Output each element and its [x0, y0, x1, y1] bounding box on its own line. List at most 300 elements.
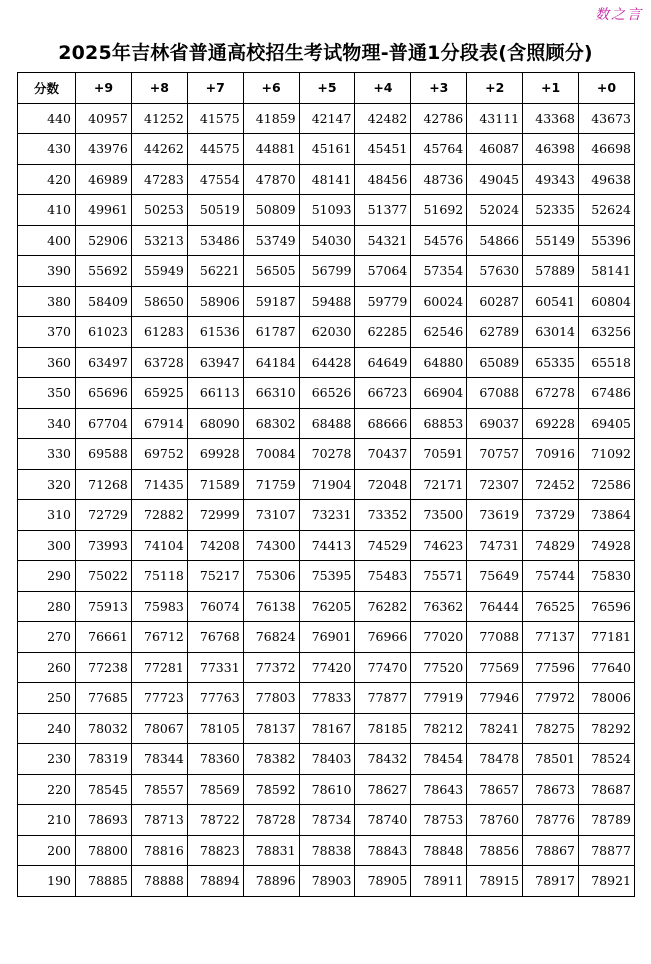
- cumulative-count-cell: 65696: [76, 378, 132, 409]
- cumulative-count-cell: 64184: [243, 347, 299, 378]
- table-row: [18, 408, 635, 439]
- cumulative-count-cell: 74413: [299, 530, 355, 561]
- cumulative-count-cell: 40957: [76, 103, 132, 134]
- cumulative-count-cell: 61536: [187, 317, 243, 348]
- cumulative-count-cell: 46989: [76, 164, 132, 195]
- cumulative-count-cell: 77088: [467, 622, 523, 653]
- cumulative-count-cell: 50519: [187, 195, 243, 226]
- table-row: [18, 561, 635, 592]
- cumulative-count-cell: 56505: [243, 256, 299, 287]
- score-cell: 420: [18, 164, 76, 195]
- cumulative-count-cell: 75744: [523, 561, 579, 592]
- cumulative-count-cell: 77596: [523, 652, 579, 683]
- cumulative-count-cell: 78740: [355, 805, 411, 836]
- cumulative-count-cell: 77946: [467, 683, 523, 714]
- cumulative-count-cell: 78823: [187, 835, 243, 866]
- score-cell: 430: [18, 134, 76, 165]
- cumulative-count-cell: 56799: [299, 256, 355, 287]
- cumulative-count-cell: 78888: [131, 866, 187, 897]
- cumulative-count-cell: 73864: [579, 500, 635, 531]
- cumulative-count-cell: 78838: [299, 835, 355, 866]
- cumulative-count-cell: 58409: [76, 286, 132, 317]
- cumulative-count-cell: 62285: [355, 317, 411, 348]
- score-cell: 380: [18, 286, 76, 317]
- cumulative-count-cell: 78789: [579, 805, 635, 836]
- cumulative-count-cell: 77238: [76, 652, 132, 683]
- cumulative-count-cell: 78067: [131, 713, 187, 744]
- cumulative-count-cell: 78432: [355, 744, 411, 775]
- cumulative-count-cell: 78275: [523, 713, 579, 744]
- score-cell: 220: [18, 774, 76, 805]
- cumulative-count-cell: 78592: [243, 774, 299, 805]
- cumulative-count-cell: 78185: [355, 713, 411, 744]
- cumulative-count-cell: 67486: [579, 378, 635, 409]
- cumulative-count-cell: 57354: [411, 256, 467, 287]
- cumulative-count-cell: 78800: [76, 835, 132, 866]
- score-cell: 210: [18, 805, 76, 836]
- cumulative-count-cell: 53749: [243, 225, 299, 256]
- cumulative-count-cell: 72452: [523, 469, 579, 500]
- cumulative-count-cell: 78905: [355, 866, 411, 897]
- score-distribution-table: [17, 72, 635, 897]
- cumulative-count-cell: 54576: [411, 225, 467, 256]
- header-offset: +0: [579, 73, 635, 104]
- cumulative-count-cell: 67914: [131, 408, 187, 439]
- cumulative-count-cell: 66904: [411, 378, 467, 409]
- table-row: [18, 103, 635, 134]
- score-cell: 280: [18, 591, 76, 622]
- cumulative-count-cell: 71435: [131, 469, 187, 500]
- cumulative-count-cell: 78167: [299, 713, 355, 744]
- cumulative-count-cell: 61023: [76, 317, 132, 348]
- cumulative-count-cell: 62546: [411, 317, 467, 348]
- header-offset: +7: [187, 73, 243, 104]
- cumulative-count-cell: 44881: [243, 134, 299, 165]
- cumulative-count-cell: 78915: [467, 866, 523, 897]
- page-title: 2025年吉林省普通高校招生考试物理-普通1分段表(含照顾分): [58, 42, 593, 64]
- cumulative-count-cell: 60804: [579, 286, 635, 317]
- cumulative-count-cell: 72048: [355, 469, 411, 500]
- cumulative-count-cell: 71904: [299, 469, 355, 500]
- cumulative-count-cell: 57630: [467, 256, 523, 287]
- table-row: [18, 134, 635, 165]
- table-row: [18, 622, 635, 653]
- score-cell: 260: [18, 652, 76, 683]
- cumulative-count-cell: 70084: [243, 439, 299, 470]
- cumulative-count-cell: 69928: [187, 439, 243, 470]
- table-row: [18, 286, 635, 317]
- cumulative-count-cell: 54866: [467, 225, 523, 256]
- cumulative-count-cell: 77723: [131, 683, 187, 714]
- cumulative-count-cell: 43368: [523, 103, 579, 134]
- cumulative-count-cell: 45161: [299, 134, 355, 165]
- cumulative-count-cell: 47283: [131, 164, 187, 195]
- header-offset: +3: [411, 73, 467, 104]
- cumulative-count-cell: 69405: [579, 408, 635, 439]
- cumulative-count-cell: 49638: [579, 164, 635, 195]
- cumulative-count-cell: 52335: [523, 195, 579, 226]
- cumulative-count-cell: 70757: [467, 439, 523, 470]
- cumulative-count-cell: 75571: [411, 561, 467, 592]
- cumulative-count-cell: 55149: [523, 225, 579, 256]
- cumulative-count-cell: 64649: [355, 347, 411, 378]
- cumulative-count-cell: 42147: [299, 103, 355, 134]
- table-row: [18, 683, 635, 714]
- cumulative-count-cell: 52024: [467, 195, 523, 226]
- cumulative-count-cell: 63947: [187, 347, 243, 378]
- cumulative-count-cell: 51692: [411, 195, 467, 226]
- cumulative-count-cell: 68090: [187, 408, 243, 439]
- table-row: [18, 195, 635, 226]
- cumulative-count-cell: 76074: [187, 591, 243, 622]
- score-cell: 230: [18, 744, 76, 775]
- cumulative-count-cell: 68488: [299, 408, 355, 439]
- cumulative-count-cell: 57064: [355, 256, 411, 287]
- cumulative-count-cell: 77763: [187, 683, 243, 714]
- score-cell: 300: [18, 530, 76, 561]
- cumulative-count-cell: 78856: [467, 835, 523, 866]
- cumulative-count-cell: 58906: [187, 286, 243, 317]
- cumulative-count-cell: 78867: [523, 835, 579, 866]
- cumulative-count-cell: 73729: [523, 500, 579, 531]
- score-cell: 270: [18, 622, 76, 653]
- table-row: [18, 164, 635, 195]
- cumulative-count-cell: 77470: [355, 652, 411, 683]
- cumulative-count-cell: 78557: [131, 774, 187, 805]
- cumulative-count-cell: 74731: [467, 530, 523, 561]
- cumulative-count-cell: 78610: [299, 774, 355, 805]
- table-row: [18, 225, 635, 256]
- cumulative-count-cell: 76768: [187, 622, 243, 653]
- cumulative-count-cell: 78843: [355, 835, 411, 866]
- table-row: [18, 378, 635, 409]
- header-offset: +5: [299, 73, 355, 104]
- cumulative-count-cell: 70916: [523, 439, 579, 470]
- cumulative-count-cell: 75306: [243, 561, 299, 592]
- cumulative-count-cell: 77020: [411, 622, 467, 653]
- cumulative-count-cell: 76444: [467, 591, 523, 622]
- header-offset: +8: [131, 73, 187, 104]
- cumulative-count-cell: 78776: [523, 805, 579, 836]
- cumulative-count-cell: 58141: [579, 256, 635, 287]
- cumulative-count-cell: 63256: [579, 317, 635, 348]
- score-cell: 340: [18, 408, 76, 439]
- cumulative-count-cell: 77640: [579, 652, 635, 683]
- cumulative-count-cell: 73993: [76, 530, 132, 561]
- cumulative-count-cell: 48141: [299, 164, 355, 195]
- cumulative-count-cell: 77833: [299, 683, 355, 714]
- table-row: [18, 530, 635, 561]
- cumulative-count-cell: 78501: [523, 744, 579, 775]
- cumulative-count-cell: 42786: [411, 103, 467, 134]
- header-offset: +2: [467, 73, 523, 104]
- cumulative-count-cell: 72999: [187, 500, 243, 531]
- cumulative-count-cell: 63728: [131, 347, 187, 378]
- header-offset: +9: [76, 73, 132, 104]
- cumulative-count-cell: 66526: [299, 378, 355, 409]
- cumulative-count-cell: 46087: [467, 134, 523, 165]
- cumulative-count-cell: 41575: [187, 103, 243, 134]
- cumulative-count-cell: 73500: [411, 500, 467, 531]
- cumulative-count-cell: 63014: [523, 317, 579, 348]
- cumulative-count-cell: 74928: [579, 530, 635, 561]
- cumulative-count-cell: 78722: [187, 805, 243, 836]
- cumulative-count-cell: 60541: [523, 286, 579, 317]
- header-offset: +6: [243, 73, 299, 104]
- cumulative-count-cell: 59779: [355, 286, 411, 317]
- cumulative-count-cell: 78728: [243, 805, 299, 836]
- score-cell: 320: [18, 469, 76, 500]
- cumulative-count-cell: 72729: [76, 500, 132, 531]
- score-cell: 330: [18, 439, 76, 470]
- cumulative-count-cell: 78896: [243, 866, 299, 897]
- cumulative-count-cell: 64428: [299, 347, 355, 378]
- cumulative-count-cell: 78032: [76, 713, 132, 744]
- cumulative-count-cell: 67088: [467, 378, 523, 409]
- cumulative-count-cell: 78885: [76, 866, 132, 897]
- cumulative-count-cell: 50253: [131, 195, 187, 226]
- cumulative-count-cell: 78241: [467, 713, 523, 744]
- cumulative-count-cell: 67704: [76, 408, 132, 439]
- cumulative-count-cell: 66723: [355, 378, 411, 409]
- cumulative-count-cell: 77919: [411, 683, 467, 714]
- cumulative-count-cell: 78894: [187, 866, 243, 897]
- score-cell: 410: [18, 195, 76, 226]
- table-row: [18, 256, 635, 287]
- cumulative-count-cell: 76596: [579, 591, 635, 622]
- cumulative-count-cell: 72307: [467, 469, 523, 500]
- cumulative-count-cell: 78569: [187, 774, 243, 805]
- cumulative-count-cell: 47554: [187, 164, 243, 195]
- cumulative-count-cell: 77181: [579, 622, 635, 653]
- table-row: [18, 652, 635, 683]
- cumulative-count-cell: 71092: [579, 439, 635, 470]
- cumulative-count-cell: 77569: [467, 652, 523, 683]
- cumulative-count-cell: 75649: [467, 561, 523, 592]
- cumulative-count-cell: 44262: [131, 134, 187, 165]
- table-row: [18, 713, 635, 744]
- cumulative-count-cell: 78454: [411, 744, 467, 775]
- cumulative-count-cell: 46398: [523, 134, 579, 165]
- cumulative-count-cell: 77685: [76, 683, 132, 714]
- header-score: 分数: [18, 73, 76, 104]
- cumulative-count-cell: 75483: [355, 561, 411, 592]
- table-row: [18, 805, 635, 836]
- cumulative-count-cell: 74829: [523, 530, 579, 561]
- cumulative-count-cell: 78006: [579, 683, 635, 714]
- table-row: [18, 317, 635, 348]
- cumulative-count-cell: 75217: [187, 561, 243, 592]
- cumulative-count-cell: 51093: [299, 195, 355, 226]
- cumulative-count-cell: 74300: [243, 530, 299, 561]
- score-cell: 400: [18, 225, 76, 256]
- cumulative-count-cell: 43673: [579, 103, 635, 134]
- cumulative-count-cell: 48736: [411, 164, 467, 195]
- cumulative-count-cell: 78545: [76, 774, 132, 805]
- cumulative-count-cell: 78848: [411, 835, 467, 866]
- cumulative-count-cell: 58650: [131, 286, 187, 317]
- table-row: [18, 774, 635, 805]
- score-cell: 190: [18, 866, 76, 897]
- cumulative-count-cell: 46698: [579, 134, 635, 165]
- cumulative-count-cell: 78760: [467, 805, 523, 836]
- cumulative-count-cell: 70591: [411, 439, 467, 470]
- score-cell: 290: [18, 561, 76, 592]
- score-cell: 240: [18, 713, 76, 744]
- cumulative-count-cell: 68853: [411, 408, 467, 439]
- cumulative-count-cell: 53213: [131, 225, 187, 256]
- cumulative-count-cell: 78657: [467, 774, 523, 805]
- score-cell: 250: [18, 683, 76, 714]
- cumulative-count-cell: 78673: [523, 774, 579, 805]
- cumulative-count-cell: 78877: [579, 835, 635, 866]
- cumulative-count-cell: 60287: [467, 286, 523, 317]
- cumulative-count-cell: 78921: [579, 866, 635, 897]
- cumulative-count-cell: 76966: [355, 622, 411, 653]
- cumulative-count-cell: 47870: [243, 164, 299, 195]
- table-body: [18, 103, 635, 896]
- header-offset: +1: [523, 73, 579, 104]
- header-offset: +4: [355, 73, 411, 104]
- cumulative-count-cell: 78911: [411, 866, 467, 897]
- score-cell: 200: [18, 835, 76, 866]
- cumulative-count-cell: 78734: [299, 805, 355, 836]
- cumulative-count-cell: 78693: [76, 805, 132, 836]
- cumulative-count-cell: 71759: [243, 469, 299, 500]
- cumulative-count-cell: 72586: [579, 469, 635, 500]
- cumulative-count-cell: 65925: [131, 378, 187, 409]
- cumulative-count-cell: 78478: [467, 744, 523, 775]
- table-row: [18, 835, 635, 866]
- cumulative-count-cell: 77281: [131, 652, 187, 683]
- cumulative-count-cell: 78917: [523, 866, 579, 897]
- cumulative-count-cell: 78344: [131, 744, 187, 775]
- score-cell: 440: [18, 103, 76, 134]
- cumulative-count-cell: 74623: [411, 530, 467, 561]
- cumulative-count-cell: 78212: [411, 713, 467, 744]
- cumulative-count-cell: 41252: [131, 103, 187, 134]
- cumulative-count-cell: 62789: [467, 317, 523, 348]
- cumulative-count-cell: 48456: [355, 164, 411, 195]
- cumulative-count-cell: 55396: [579, 225, 635, 256]
- cumulative-count-cell: 52906: [76, 225, 132, 256]
- cumulative-count-cell: 78292: [579, 713, 635, 744]
- cumulative-count-cell: 70278: [299, 439, 355, 470]
- cumulative-count-cell: 78403: [299, 744, 355, 775]
- cumulative-count-cell: 73231: [299, 500, 355, 531]
- cumulative-count-cell: 76362: [411, 591, 467, 622]
- cumulative-count-cell: 78524: [579, 744, 635, 775]
- cumulative-count-cell: 77803: [243, 683, 299, 714]
- table-row: [18, 591, 635, 622]
- score-cell: 370: [18, 317, 76, 348]
- cumulative-count-cell: 75022: [76, 561, 132, 592]
- cumulative-count-cell: 76282: [355, 591, 411, 622]
- cumulative-count-cell: 78360: [187, 744, 243, 775]
- cumulative-count-cell: 77137: [523, 622, 579, 653]
- table-row: [18, 439, 635, 470]
- cumulative-count-cell: 55949: [131, 256, 187, 287]
- cumulative-count-cell: 56221: [187, 256, 243, 287]
- cumulative-count-cell: 78903: [299, 866, 355, 897]
- cumulative-count-cell: 68302: [243, 408, 299, 439]
- cumulative-count-cell: 78105: [187, 713, 243, 744]
- cumulative-count-cell: 74208: [187, 530, 243, 561]
- cumulative-count-cell: 78753: [411, 805, 467, 836]
- cumulative-count-cell: 78643: [411, 774, 467, 805]
- cumulative-count-cell: 76901: [299, 622, 355, 653]
- cumulative-count-cell: 78382: [243, 744, 299, 775]
- cumulative-count-cell: 49045: [467, 164, 523, 195]
- cumulative-count-cell: 70437: [355, 439, 411, 470]
- score-cell: 310: [18, 500, 76, 531]
- cumulative-count-cell: 41859: [243, 103, 299, 134]
- cumulative-count-cell: 75830: [579, 561, 635, 592]
- cumulative-count-cell: 77520: [411, 652, 467, 683]
- cumulative-count-cell: 63497: [76, 347, 132, 378]
- cumulative-count-cell: 76712: [131, 622, 187, 653]
- cumulative-count-cell: 45764: [411, 134, 467, 165]
- cumulative-count-cell: 78319: [76, 744, 132, 775]
- cumulative-count-cell: 75395: [299, 561, 355, 592]
- cumulative-count-cell: 68666: [355, 408, 411, 439]
- cumulative-count-cell: 77420: [299, 652, 355, 683]
- cumulative-count-cell: 76824: [243, 622, 299, 653]
- table-row: [18, 347, 635, 378]
- cumulative-count-cell: 67278: [523, 378, 579, 409]
- cumulative-count-cell: 78687: [579, 774, 635, 805]
- cumulative-count-cell: 73619: [467, 500, 523, 531]
- table-row: [18, 866, 635, 897]
- cumulative-count-cell: 43111: [467, 103, 523, 134]
- cumulative-count-cell: 78831: [243, 835, 299, 866]
- cumulative-count-cell: 50809: [243, 195, 299, 226]
- cumulative-count-cell: 71589: [187, 469, 243, 500]
- cumulative-count-cell: 61283: [131, 317, 187, 348]
- cumulative-count-cell: 42482: [355, 103, 411, 134]
- cumulative-count-cell: 52624: [579, 195, 635, 226]
- cumulative-count-cell: 64880: [411, 347, 467, 378]
- watermark-logo: 数之言: [595, 7, 643, 23]
- cumulative-count-cell: 72171: [411, 469, 467, 500]
- cumulative-count-cell: 78627: [355, 774, 411, 805]
- cumulative-count-cell: 78137: [243, 713, 299, 744]
- cumulative-count-cell: 66113: [187, 378, 243, 409]
- cumulative-count-cell: 73352: [355, 500, 411, 531]
- cumulative-count-cell: 55692: [76, 256, 132, 287]
- score-cell: 360: [18, 347, 76, 378]
- cumulative-count-cell: 57889: [523, 256, 579, 287]
- cumulative-count-cell: 65335: [523, 347, 579, 378]
- cumulative-count-cell: 45451: [355, 134, 411, 165]
- cumulative-count-cell: 65518: [579, 347, 635, 378]
- cumulative-count-cell: 77972: [523, 683, 579, 714]
- cumulative-count-cell: 69752: [131, 439, 187, 470]
- cumulative-count-cell: 76661: [76, 622, 132, 653]
- cumulative-count-cell: 76205: [299, 591, 355, 622]
- cumulative-count-cell: 53486: [187, 225, 243, 256]
- cumulative-count-cell: 77877: [355, 683, 411, 714]
- cumulative-count-cell: 75913: [76, 591, 132, 622]
- cumulative-count-cell: 78816: [131, 835, 187, 866]
- cumulative-count-cell: 75983: [131, 591, 187, 622]
- table-row: [18, 744, 635, 775]
- cumulative-count-cell: 78713: [131, 805, 187, 836]
- cumulative-count-cell: 44575: [187, 134, 243, 165]
- cumulative-count-cell: 61787: [243, 317, 299, 348]
- table-row: [18, 469, 635, 500]
- cumulative-count-cell: 49961: [76, 195, 132, 226]
